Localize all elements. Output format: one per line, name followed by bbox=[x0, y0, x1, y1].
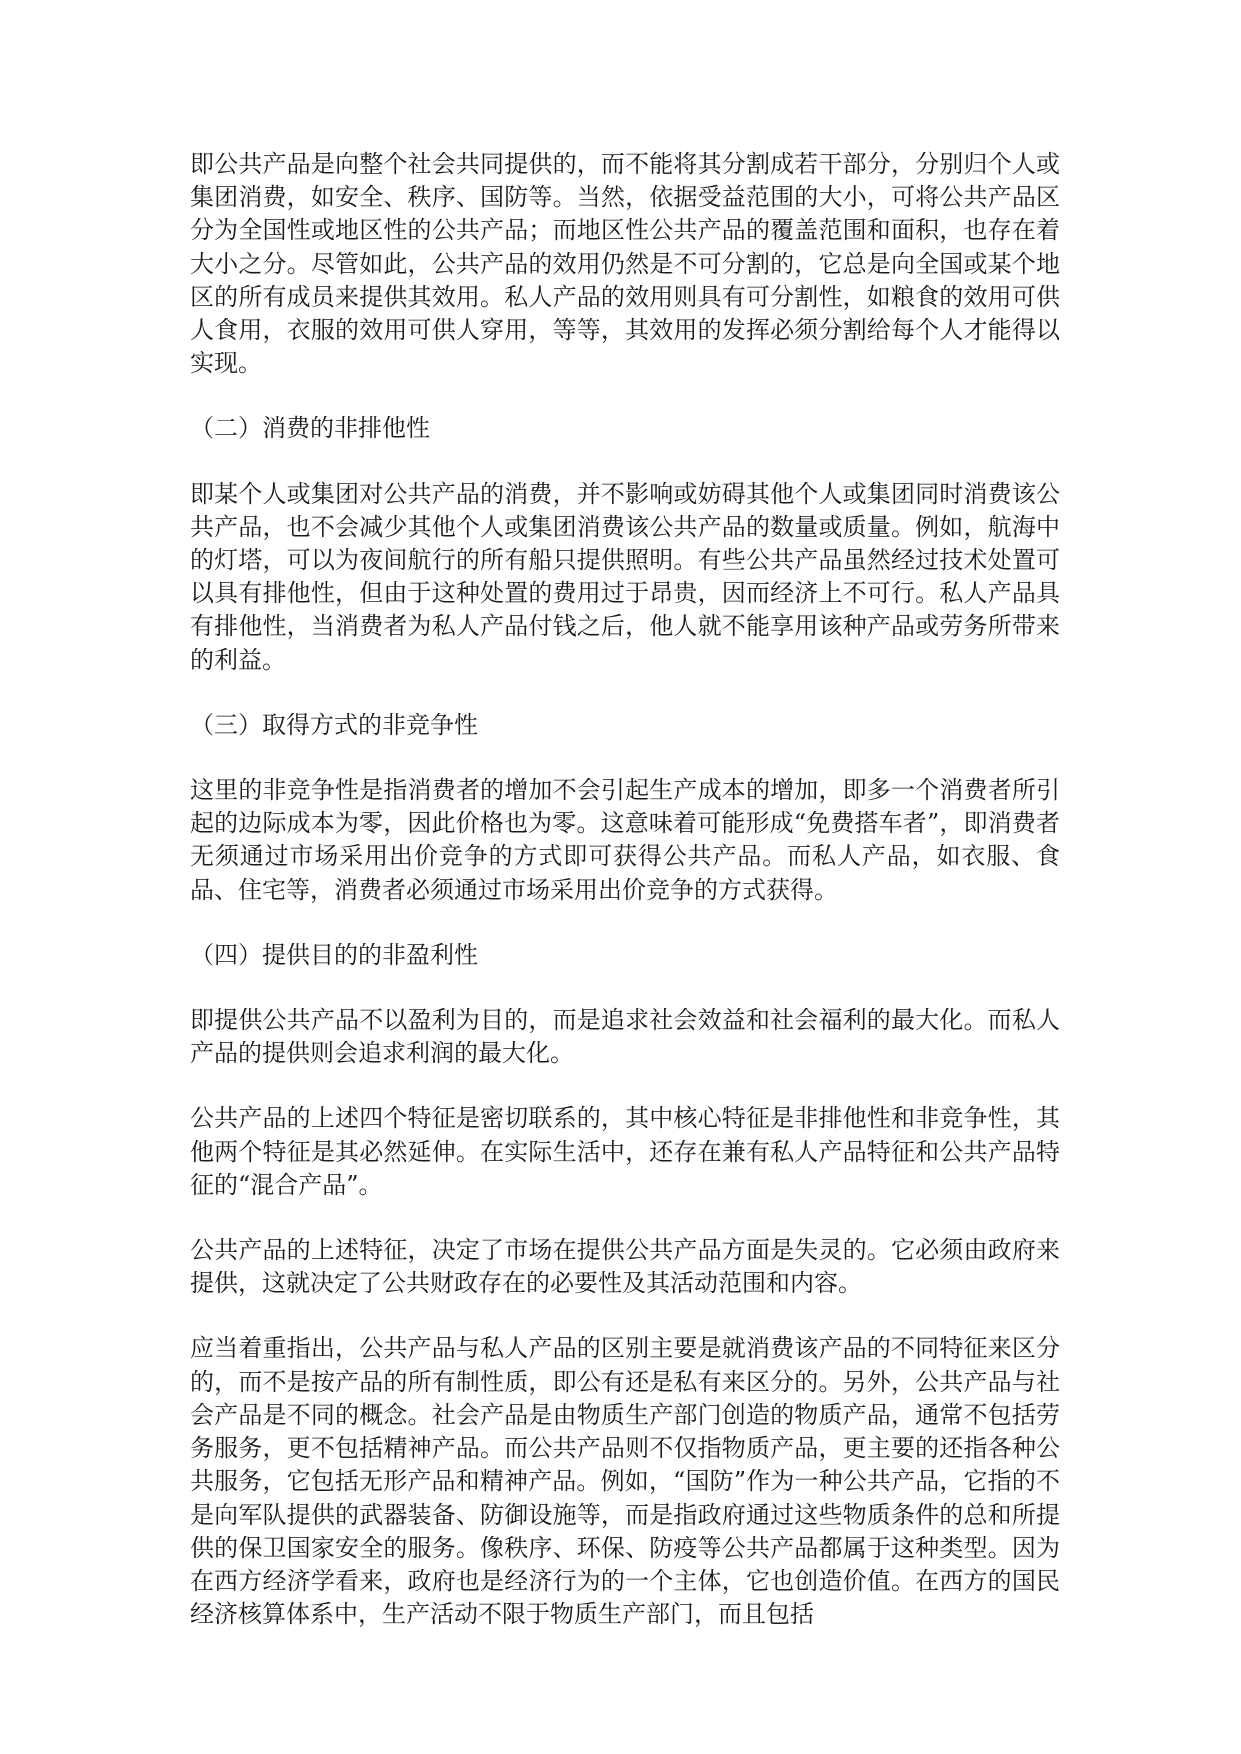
section-heading-non-excludability: （二）消费的非排他性 bbox=[190, 414, 430, 443]
document-page bbox=[190, 148, 1060, 1663]
paragraph-non-profit-body: 即提供公共产品不以盈利为目的，而是追求社会效益和社会福利的最大化。而私人产品的提供则会追求利润的最大化。 bbox=[190, 1006, 1060, 1068]
paragraph-distinction: 应当着重指出，公共产品与私人产品的区别主要是就消费该产品的不同特征来区分的，而不是按产品的所有制性质，即公有还是私有来区分的。另外，公共产品与社会产品是不同的概念。社会产品是由物质生产部门创造的物质产品，通常不包括劳务服务，更不包括精神产品。而公共产品则不仅指物质产品，更主要的还指各种公共服务，它包括无形产品和精神产品。例如，“国防”作为一种公共产品，它指的不是向军队提供的武器装备、防御设施等，而是指政府通过这些物质条件的总和所提供的保卫国家安全的服务。像秩序、环保、防疫等公共产品都属于这种类型。因为在西方经济学看来，政府也是经济行为的一个主体，它也创造价值。在西方的国民经济核算体系中，生产活动不限于物质生产部门，而且包括 bbox=[190, 1334, 1060, 1629]
paragraph-indivisibility-body: 即公共产品是向整个社会共同提供的，而不能将其分割成若干部分，分别归个人或集团消费，如安全、秩序、国防等。当然，依据受益范围的大小，可将公共产品区分为全国性或地区性的公共产品；而地区性公共产品的覆盖范围和面积，也存在着大小之分。尽管如此，公共产品的效用仍然是不可分割的，它总是向全国或某个地区的所有成员来提供其效用。私人产品的效用则具有可分割性，如粮食的效用可供人食用，衣服的效用可供人穿用，等等，其效用的发挥必须分割给每个人才能得以实现。 bbox=[190, 150, 1060, 378]
paragraph-four-features: 公共产品的上述四个特征是密切联系的，其中核心特征是非排他性和非竞争性，其他两个特征是其必然延伸。在实际生活中，还存在兼有私人产品特征和公共产品特征的“混合产品”。 bbox=[190, 1104, 1060, 1199]
paragraph-market-failure: 公共产品的上述特征，决定了市场在提供公共产品方面是失灵的。它必须由政府来提供，这就决定了公共财政存在的必要性及其活动范围和内容。 bbox=[190, 1236, 1060, 1298]
paragraph-non-excludability-body: 即某个人或集团对公共产品的消费，并不影响或妨碍其他个人或集团同时消费该公共产品，也不会减少其他个人或集团消费该公共产品的数量或质量。例如，航海中的灯塔，可以为夜间航行的所有船只提供照明。有些公共产品虽然经过技术处置可以具有排他性，但由于这种处置的费用过于昂贵，因而经济上不可行。私人产品具有排他性，当消费者为私人产品付钱之后，他人就不能享用该种产品或劳务所带来的利益。 bbox=[190, 479, 1060, 674]
section-heading-non-rivalry: （三）取得方式的非竞争性 bbox=[190, 710, 478, 739]
paragraph-non-rivalry-body: 这里的非竞争性是指消费者的增加不会引起生产成本的增加，即多一个消费者所引起的边际成本为零，因此价格也为零。这意味着可能形成“免费搭车者”，即消费者无须通过市场采用出价竞争的方式即可获得公共产品。而私人产品，如衣服、食品、住宅等，消费者必须通过市场采用出价竞争的方式获得。 bbox=[190, 776, 1060, 904]
section-heading-non-profit: （四）提供目的的非盈利性 bbox=[190, 940, 478, 969]
